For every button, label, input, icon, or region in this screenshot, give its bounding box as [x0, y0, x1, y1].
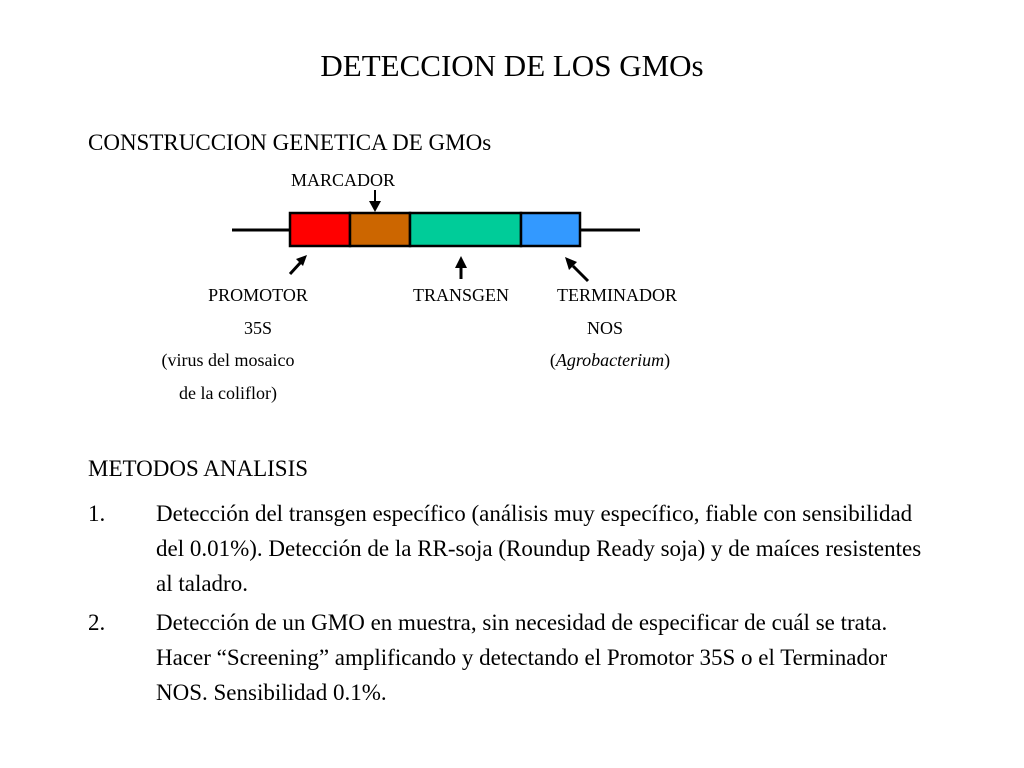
list-text: Detección de un GMO en muestra, sin necesidad de especificar de cuál se trata. Hacer “Screening” amplificando y detectando el Promotor 35S o el Terminador NOS. Sensibilidad 0.1%. — [156, 610, 888, 705]
label-terminator-source — [520, 350, 700, 371]
paren-open: ( — [549, 350, 556, 370]
label-promoter-35s: 35S — [243, 318, 272, 338]
label-marker: MARCADOR — [291, 170, 396, 190]
label-transgen: TRANSGEN — [412, 285, 509, 305]
segment-terminator — [521, 213, 580, 246]
list-number: 1. — [88, 501, 106, 526]
arrow-marker — [369, 190, 381, 212]
arrow-transgen — [455, 256, 467, 279]
label-terminator: TERMINADOR — [557, 285, 677, 305]
segment-promoter — [290, 213, 350, 246]
section-heading-methods: METODOS ANALISIS — [88, 456, 309, 481]
list-number: 2. — [88, 610, 106, 635]
segment-marker — [350, 213, 410, 246]
paren-close: ) — [664, 350, 671, 370]
section-heading-construction: CONSTRUCCION GENETICA DE GMOs — [88, 130, 492, 155]
arrow-terminator — [565, 257, 588, 281]
segment-transgen — [410, 213, 521, 246]
label-terminator-nos: NOS — [586, 318, 623, 338]
label-promoter-source-1: (virus del mosaico — [161, 350, 295, 370]
list-text: Detección del transgen específico (análisis muy específico, fiable con sensibilidad del 0.01%). Detección de la RR-soja (Roundup Ready soja) y de maíces resistentes al taladro. — [156, 501, 922, 596]
arrow-promoter — [290, 255, 307, 274]
agrobacterium-text: Agrobacterium — [555, 350, 665, 370]
label-promoter: PROMOTOR — [208, 285, 308, 305]
slide-title: DETECCION DE LOS GMOs — [320, 48, 704, 83]
label-promoter-source-2: de la coliflor) — [179, 383, 277, 403]
